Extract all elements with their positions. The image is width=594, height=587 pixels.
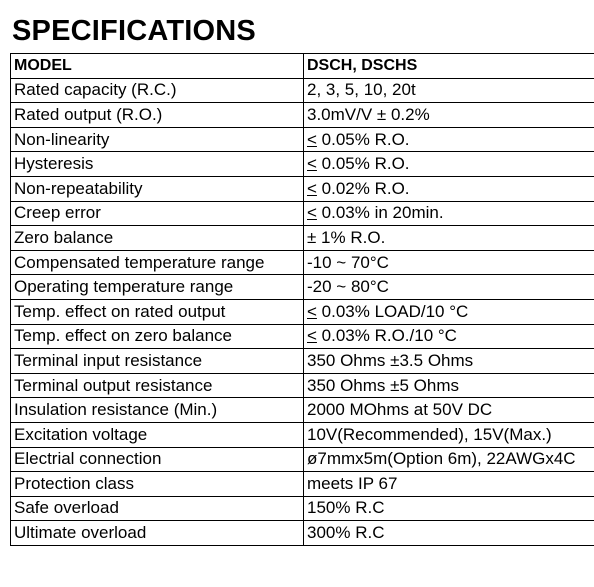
spec-value	[304, 373, 594, 398]
spec-parameter: Rated output (R.O.)	[11, 103, 304, 128]
spec-parameter: Electrial connection	[11, 447, 304, 472]
spec-value	[304, 152, 594, 177]
less-equal-symbol: <	[307, 203, 317, 223]
spec-value	[304, 201, 594, 226]
spec-parameter: Non-linearity	[11, 127, 304, 152]
spec-parameter: Hysteresis	[11, 152, 304, 177]
spec-value	[304, 496, 594, 521]
spec-parameter: Insulation resistance (Min.)	[11, 398, 304, 423]
spec-parameter: Ultimate overload	[11, 521, 304, 546]
spec-value-text: 2000 MOhms at 50V DC	[307, 400, 493, 420]
spec-value-text: 350 Ohms ±5 Ohms	[307, 375, 459, 395]
spec-value-text: 0.05% R.O.	[316, 129, 410, 149]
spec-value-text: ± 1% R.O.	[307, 227, 386, 247]
spec-value-text: 0.05% R.O.	[316, 154, 410, 174]
table-row	[11, 250, 594, 275]
spec-parameter: Terminal input resistance	[11, 349, 304, 374]
spec-parameter: Excitation voltage	[11, 422, 304, 447]
spec-value-text: 3.0mV/V ± 0.2%	[307, 104, 430, 124]
table-row	[11, 176, 594, 201]
spec-value-text: 150% R.C	[307, 498, 385, 518]
spec-value	[304, 422, 594, 447]
spec-parameter: Creep error	[11, 201, 304, 226]
less-equal-symbol: <	[307, 178, 317, 198]
spec-parameter: Non-repeatability	[11, 176, 304, 201]
spec-parameter: Zero balance	[11, 226, 304, 251]
table-row	[11, 78, 594, 103]
spec-value-text: 10V(Recommended), 15V(Max.)	[307, 424, 552, 444]
spec-value	[304, 176, 594, 201]
page-title: SPECIFICATIONS	[12, 15, 256, 47]
table-header-row	[11, 54, 594, 79]
less-equal-symbol: <	[307, 154, 317, 174]
table-row	[11, 226, 594, 251]
table-row	[11, 472, 594, 497]
spec-value-text: 2, 3, 5, 10, 20t	[307, 80, 416, 100]
spec-value	[304, 324, 594, 349]
table-row	[11, 127, 594, 152]
spec-parameter: Terminal output resistance	[11, 373, 304, 398]
table-row	[11, 152, 594, 177]
table-row	[11, 103, 594, 128]
spec-value	[304, 472, 594, 497]
table-row	[11, 349, 594, 374]
spec-value	[304, 226, 594, 251]
less-equal-symbol: <	[307, 326, 317, 346]
table-row	[11, 496, 594, 521]
spec-value	[304, 127, 594, 152]
specifications-table-body	[11, 54, 594, 546]
table-row	[11, 201, 594, 226]
spec-parameter: Temp. effect on zero balance	[11, 324, 304, 349]
specifications-table	[10, 53, 594, 546]
spec-value-text: -10 ~ 70°C	[307, 252, 389, 272]
spec-parameter: Rated capacity (R.C.)	[11, 78, 304, 103]
less-equal-symbol: <	[307, 129, 317, 149]
table-row	[11, 275, 594, 300]
table-row	[11, 447, 594, 472]
spec-value	[304, 447, 594, 472]
spec-value-text: 350 Ohms ±3.5 Ohms	[307, 350, 474, 370]
table-row	[11, 299, 594, 324]
spec-value-text: 300% R.C	[307, 523, 385, 543]
spec-value	[304, 521, 594, 546]
less-equal-symbol: <	[307, 301, 317, 321]
table-row	[11, 324, 594, 349]
spec-parameter: Protection class	[11, 472, 304, 497]
spec-value-text: 0.02% R.O.	[316, 178, 410, 198]
spec-value	[304, 349, 594, 374]
table-row	[11, 422, 594, 447]
spec-parameter: Operating temperature range	[11, 275, 304, 300]
spec-value-text: 0.03% in 20min.	[316, 203, 444, 223]
header-model-label: MODEL	[11, 54, 304, 79]
spec-value	[304, 275, 594, 300]
spec-value-text: ø7mmx5m(Option 6m), 22AWGx4C	[307, 449, 576, 469]
spec-value-text: 0.03% R.O./10 °C	[316, 326, 457, 346]
table-row	[11, 373, 594, 398]
spec-value	[304, 299, 594, 324]
spec-value	[304, 78, 594, 103]
spec-value-text: meets IP 67	[307, 473, 398, 493]
spec-value	[304, 103, 594, 128]
spec-value	[304, 398, 594, 423]
table-row	[11, 398, 594, 423]
spec-parameter: Temp. effect on rated output	[11, 299, 304, 324]
spec-value-text: -20 ~ 80°C	[307, 277, 389, 297]
header-model-value: DSCH, DSCHS	[304, 54, 594, 79]
spec-value	[304, 250, 594, 275]
spec-parameter: Safe overload	[11, 496, 304, 521]
spec-parameter: Compensated temperature range	[11, 250, 304, 275]
table-row	[11, 521, 594, 546]
spec-value-text: 0.03% LOAD/10 °C	[316, 301, 469, 321]
